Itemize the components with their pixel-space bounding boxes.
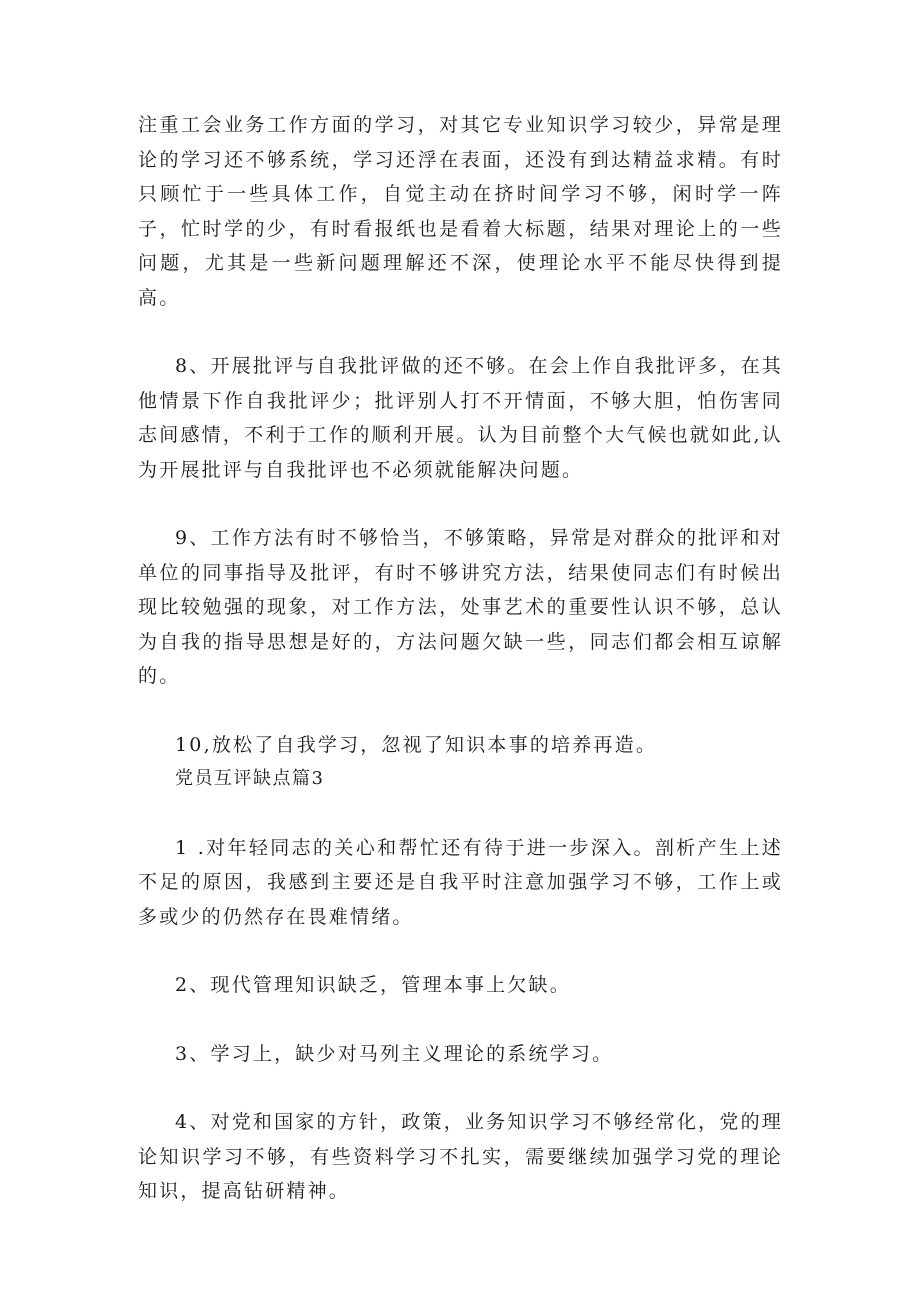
document-body [138, 108, 783, 1209]
paragraph-continuation: 注重工会业务工作方面的学习，对其它专业知识学习较少，异常是理论的学习还不够系统，学习还浮在表面，还没有到达精益求精。有时只顾忙于一些具体工作，自觉主动在挤时间学习不够，闲时学一阵子，忙时学的少，有时看报纸也是看着大标题，结果对理论上的一些问题，尤其是一些新问题理解还不深，使理论水平不能尽快得到提高。 [138, 114, 783, 309]
section-heading: 党员互评缺点篇3 [175, 768, 325, 789]
paragraph-item-10: 10,放松了自我学习，忽视了知识本事的培养再造。 [175, 733, 658, 756]
paragraph-item-1: 1 .对年轻同志的关心和帮忙还有待于进一步深入。剖析产生上述不足的原因，我感到主要还是自我平时注意加强学习不够，工作上或多或少的仍然存在畏难情绪。 [138, 836, 783, 928]
paragraph-item-8: 8、开展批评与自我批评做的还不够。在会上作自我批评多，在其他情景下作自我批评少；批评别人打不开情面，不够大胆，怕伤害同志间感情，不利于工作的顺利开展。认为目前整个大气候也就如此,认为开展批评与自我批评也不必须就能解决问题。 [138, 355, 783, 481]
paragraph-item-4: 4、对党和国家的方针，政策，业务知识学习不够经常化，党的理论知识学习不够，有些资料学习不扎实，需要继续加强学习党的理论知识，提高钻研精神。 [138, 1111, 783, 1202]
paragraph-item-2: 2、现代管理知识缺乏，管理本事上欠缺。 [175, 974, 571, 996]
paragraph-item-9: 9、工作方法有时不够恰当，不够策略，异常是对群众的批评和对单位的同事指导及批评，有时不够讲究方法，结果使同志们有时候出现比较勉强的现象，对工作方法，处事艺术的重要性认识不够，总认为自我的指导思想是好的，方法问题欠缺一些，同志们都会相互谅解的。 [138, 527, 783, 687]
paragraph-item-3: 3、学习上，缺少对马列主义理论的系统学习。 [175, 1042, 614, 1065]
